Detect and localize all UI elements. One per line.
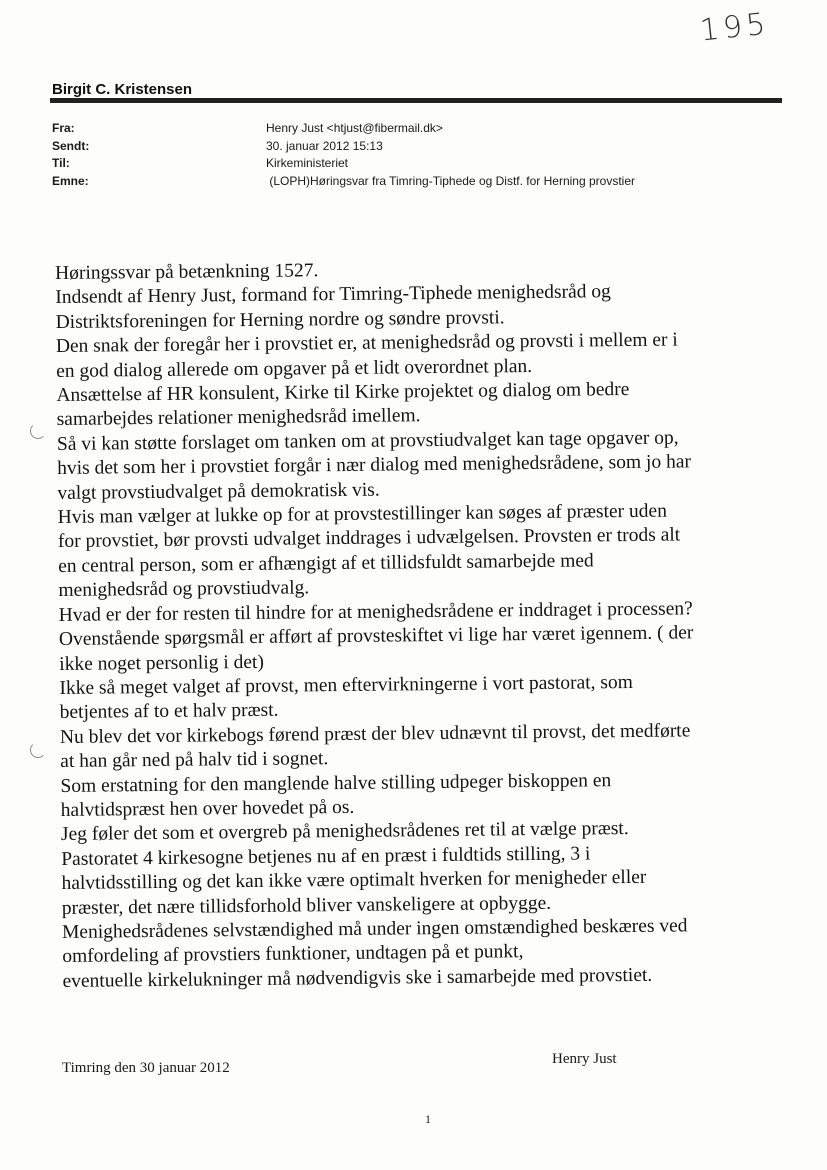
body-line: Hvad er der for resten til hindre for at menighedsrådene er inddraget i processen? — [58, 598, 693, 626]
body-line: halvtidspræst hen over hovedet på os. — [60, 796, 355, 821]
body-line: præster, det nære tillidsforhold bliver vanskeligere at opbygge. — [61, 892, 552, 919]
header-divider — [50, 98, 782, 103]
meta-value: (LOPH)Høringsvar fra Timring-Tiphede og Distf. for Herning provstier — [266, 173, 635, 188]
body-line: samarbejdes relationer menighedsråd imellem. — [56, 405, 421, 431]
body-line: Menighedsrådenes selvstændighed må under ingen omstændighed beskæres ved — [61, 915, 688, 943]
body-line: Nu blev det vor kirkebogs førend præst der blev udnævnt til provst, det medførte — [59, 720, 691, 748]
binder-hole-mark — [30, 423, 46, 439]
body-line: ikke noget personlig i det) — [59, 651, 265, 675]
body-line: Pastoratet 4 kirkesogne betjenes nu af en præst i fuldtids stilling, 3 i — [61, 843, 591, 870]
body-line: hvis det som her i provstiet forgår i nær dialog med menighedsrådene, som jo har — [57, 451, 692, 480]
body-line: en central person, som er afhængigt af et tillidsfuldt samarbejde med — [58, 550, 594, 577]
body-line: at han går ned på halv tid i sognet. — [60, 748, 329, 773]
body-line: betjentes af to et halv præst. — [59, 699, 279, 724]
place-and-date: Timring den 30 januar 2012 — [62, 1060, 230, 1076]
meta-value: Kirkeministeriet — [266, 156, 349, 170]
body-line: Ikke så meget valget af provst, men eftervirkningerne i vort pastorat, som — [59, 671, 633, 699]
body-line: valgt provstiudvalget på demokratisk vis. — [57, 479, 380, 504]
meta-label: Til: — [52, 156, 70, 170]
meta-row-subject — [52, 173, 736, 191]
binder-hole-mark — [30, 742, 46, 758]
body-line: omfordeling af provstiers funktioner, undtagen på et punkt, — [62, 941, 524, 968]
meta-label: Fra: — [52, 121, 75, 135]
sender-name: Birgit C. Kristensen — [52, 81, 193, 98]
meta-value: Henry Just <htjust@fibermail.dk> — [266, 121, 443, 135]
letter-body — [55, 254, 803, 994]
meta-row-to — [52, 155, 736, 173]
body-line: Så vi kan støtte forslaget om tanken om at provstiudvalget kan tage opgaver op, — [56, 427, 679, 455]
signature-name: Henry Just — [552, 1051, 617, 1067]
meta-label: Sendt: — [52, 138, 90, 153]
page-footer-number: 1 — [425, 1112, 431, 1126]
handwritten-page-number: 195 — [698, 6, 771, 49]
body-line: Den snak der foregår her i provstiet er, at menighedsråd og provsti i mellem er i — [55, 329, 678, 358]
body-line: menighedsråd og provstiudvalg. — [58, 577, 310, 602]
body-line: Distriktsforeningen for Herning nordre og søndre provsti. — [55, 307, 505, 333]
meta-label: Emne: — [52, 173, 89, 188]
meta-value: 30. januar 2012 15:13 — [266, 138, 383, 153]
meta-row-from — [52, 120, 736, 138]
body-line: en god dialog allerede om opgaver på et lidt overordnet plan. — [56, 355, 533, 382]
meta-row-sent — [52, 138, 736, 156]
body-line: Jeg føler det som et overgreb på menighedsrådenes ret til at vælge præst. — [60, 818, 629, 846]
body-line: for provstiet, bør provsti udvalget inddrages i udvælgelsen. Provsten er trods alt — [57, 524, 681, 553]
body-line: Ansættelse af HR konsulent, Kirke til Kirke projektet og dialog om bedre — [56, 379, 630, 407]
email-meta — [52, 120, 736, 190]
body-line: Ovenstående spørgsmål er afført af provsteskiftet vi lige har været igennem. ( der — [58, 622, 694, 651]
body-line: eventuelle kirkelukninger må nødvendigvis ske i samarbejde med provstiet. — [62, 964, 653, 992]
body-line: Høringssvar på betænkning 1527. — [55, 260, 319, 284]
body-line: Hvis man vælger at lukke op for at provstestillinger kan søges af præster uden — [57, 500, 668, 529]
body-line: Indsendt af Henry Just, formand for Timring-Tiphede menighedsråd og — [55, 281, 611, 309]
body-line: halvtidsstilling og det kan ikke være optimalt hverken for menigheder eller — [61, 866, 647, 895]
body-line: Som erstatning for den manglende halve stilling udpeger biskoppen en — [60, 769, 612, 797]
